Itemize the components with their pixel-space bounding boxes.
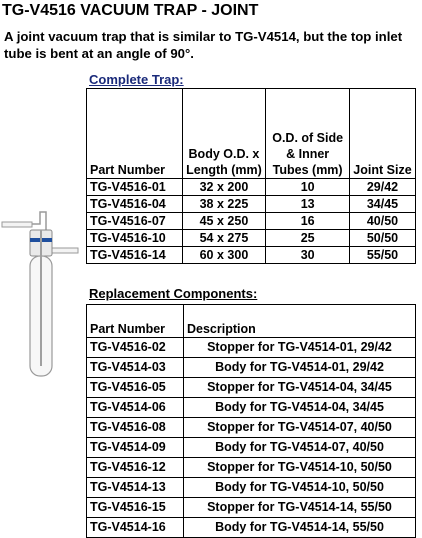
part-number-cell: TG-V4514-09: [87, 438, 184, 458]
vacuum-trap-image: [0, 208, 84, 388]
tube-od-cell: 10: [266, 179, 350, 196]
part-number-cell: TG-V4516-08: [87, 418, 184, 438]
part-number-cell: TG-V4516-15: [87, 498, 184, 518]
complete-row: [87, 247, 416, 264]
description-cell: Body for TG-V4514-14, 55/50: [184, 518, 416, 538]
part-number-cell: TG-V4516-05: [87, 378, 184, 398]
replacement-components-label: Replacement Components:: [89, 286, 258, 301]
description-cell: Body for TG-V4514-04, 34/45: [184, 398, 416, 418]
part-number-cell: TG-V4516-01: [87, 179, 183, 196]
tube-od-cell: 16: [266, 213, 350, 230]
complete-row: [87, 196, 416, 213]
tube-od-cell: 13: [266, 196, 350, 213]
part-number-cell: TG-V4514-13: [87, 478, 184, 498]
header-part-number: Part Number: [87, 305, 184, 338]
replacement-rows: [87, 338, 416, 538]
body-size-cell: 45 x 250: [182, 213, 266, 230]
description-cell: Stopper for TG-V4514-14, 55/50: [184, 498, 416, 518]
complete-trap-rows: [87, 179, 416, 264]
header-joint-size: Joint Size: [349, 89, 415, 179]
complete-row: [87, 230, 416, 247]
body-size-cell: 54 x 275: [182, 230, 266, 247]
intro-text: A joint vacuum trap that is similar to TG-V4514, but the top inlet tube is bent at an angle of 90°.: [4, 29, 403, 61]
complete-header-row: [87, 89, 416, 179]
part-number-cell: TG-V4516-10: [87, 230, 183, 247]
replacement-row: [87, 418, 416, 438]
joint-size-cell: 40/50: [349, 213, 415, 230]
tube-od-cell: 30: [266, 247, 350, 264]
body-size-cell: 32 x 200: [182, 179, 266, 196]
description-cell: Stopper for TG-V4514-07, 40/50: [184, 418, 416, 438]
description-cell: Stopper for TG-V4514-01, 29/42: [184, 338, 416, 358]
part-number-cell: TG-V4514-16: [87, 518, 184, 538]
description-cell: Stopper for TG-V4514-10, 50/50: [184, 458, 416, 478]
complete-row: [87, 179, 416, 196]
replacement-row: [87, 378, 416, 398]
body-size-cell: 38 x 225: [182, 196, 266, 213]
complete-trap-table: [86, 88, 416, 264]
replacement-row: [87, 478, 416, 498]
replacement-row: [87, 438, 416, 458]
replacement-row: [87, 518, 416, 538]
replacement-row: [87, 398, 416, 418]
complete-trap-label: Complete Trap:: [89, 72, 184, 87]
part-number-cell: TG-V4516-12: [87, 458, 184, 478]
page-title: TG-V4516 VACUUM TRAP - JOINT: [2, 2, 259, 19]
body-size-cell: 60 x 300: [182, 247, 266, 264]
header-part-number: Part Number: [87, 89, 183, 179]
part-number-cell: TG-V4516-14: [87, 247, 183, 264]
complete-row: [87, 213, 416, 230]
description-cell: Body for TG-V4514-10, 50/50: [184, 478, 416, 498]
part-number-cell: TG-V4514-06: [87, 398, 184, 418]
joint-size-cell: 55/50: [349, 247, 415, 264]
replacement-header-row: [87, 305, 416, 338]
part-number-cell: TG-V4514-03: [87, 358, 184, 378]
joint-size-cell: 29/42: [349, 179, 415, 196]
replacement-components-table: [86, 304, 416, 538]
description-cell: Stopper for TG-V4514-04, 34/45: [184, 378, 416, 398]
description-cell: Body for TG-V4514-07, 40/50: [184, 438, 416, 458]
replacement-row: [87, 458, 416, 478]
header-description: Description: [184, 305, 416, 338]
replacement-row: [87, 338, 416, 358]
part-number-cell: TG-V4516-02: [87, 338, 184, 358]
description-cell: Body for TG-V4514-01, 29/42: [184, 358, 416, 378]
tube-od-cell: 25: [266, 230, 350, 247]
replacement-row: [87, 498, 416, 518]
part-number-cell: TG-V4516-04: [87, 196, 183, 213]
part-number-cell: TG-V4516-07: [87, 213, 183, 230]
joint-size-cell: 34/45: [349, 196, 415, 213]
replacement-row: [87, 358, 416, 378]
header-body-od-length: Body O.D. x Length (mm): [182, 89, 266, 179]
header-od-tubes: O.D. of Side & Inner Tubes (mm): [266, 89, 350, 179]
joint-size-cell: 50/50: [349, 230, 415, 247]
